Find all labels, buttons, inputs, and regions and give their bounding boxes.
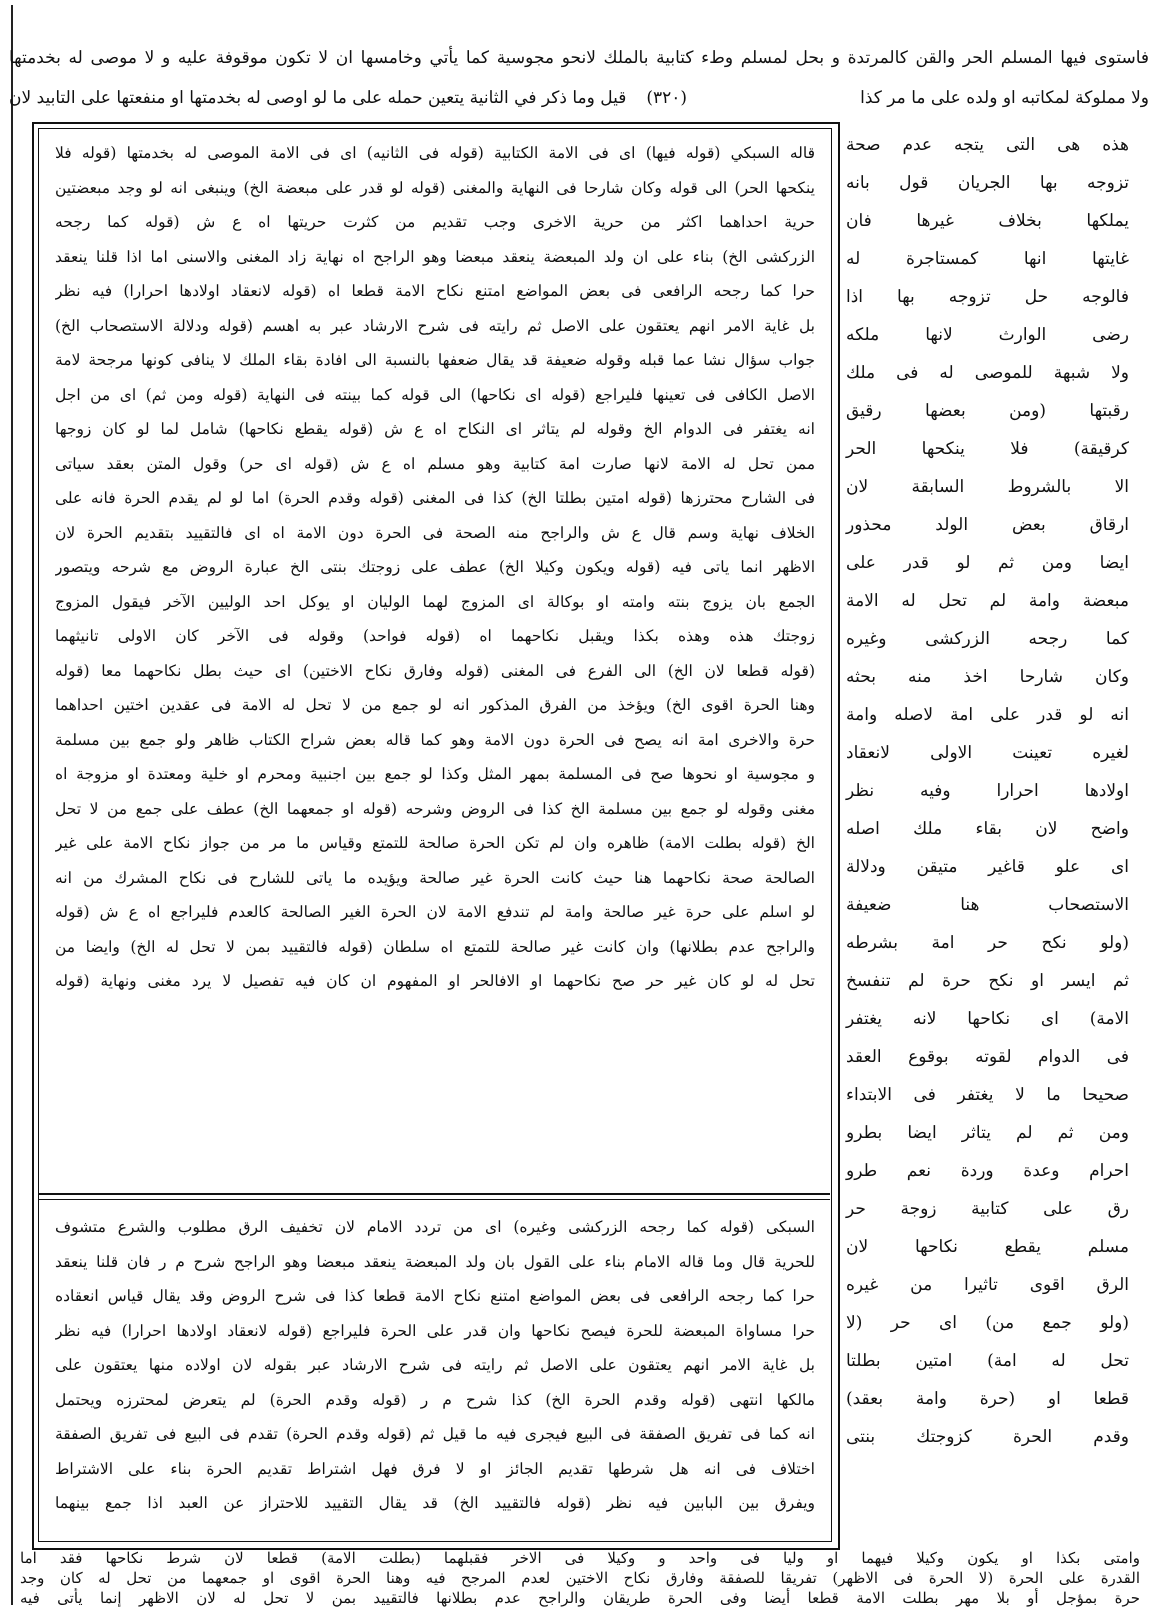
margin-line: الرق اقوى تاثيرا من غيره xyxy=(846,1275,1129,1295)
commentary-line: بل غاية الامر انهم يعتقون على الاصل ثم رايته فى شرح الارشاد عبر بقوله لان اولاده منها يعتقون على xyxy=(55,1356,815,1374)
margin-line: اولادها احرارا وفيه نظر xyxy=(846,781,1129,801)
footer-line: وامتى بكذا او يكون وكيلا فيهما او وليا فى واحد و وكيلا فى الاخر فقبلهما (بطلت الامة) قطعا لان شرط نكاحها فقد اما xyxy=(20,1549,1140,1567)
commentary-line: حرة والاخرى امة انه يصح فى الحرة دون الامة وهو كما قاله بعض شراح الكتاب ظاهر ولو جمع بين مسلمة xyxy=(55,730,815,749)
commentary-line: والراجح عدم بطلانها) وان كانت غير صالحة للتمتع اه سلطان (قوله فالتقييد بمن لا تحل له الخ) وايضا من xyxy=(55,937,815,956)
commentary-line: بل غاية الامر انهم يعتقون على الاصل ثم رايته فى شرح الارشاد عبر به اهسم (قوله ودلالة الاستصحاب الخ) xyxy=(55,316,815,335)
section-divider-thin xyxy=(38,1199,830,1200)
commentary-line: الاظهر انما ياتى فيه (قوله ويكون وكيلا الخ) عطف على زوجتك بنتى الخ عبارة الروض مع شرحه ويتصور xyxy=(55,558,815,576)
margin-line: انه لو قدر على امة لاصله وامة xyxy=(846,705,1129,725)
commentary-line: ممن تحل له الامة لانها صارت امة كتابية وهو مسلم اه ع ش (قوله اى حر) وقول المتن بعقد سياتى xyxy=(55,454,815,473)
margin-line: تزوجه بها الجريان قول بانه xyxy=(846,173,1129,193)
commentary-line: ويفرق بين البابين فيه نظر (قوله فالتقييد الخ) قد يقال التقييد للاحتراز عن العبد اذا جمع بينهما xyxy=(55,1494,815,1512)
margin-line: ارقاق بعض الولد محذور xyxy=(846,515,1129,535)
margin-line: مسلم يقطع نكاحها لان xyxy=(846,1237,1129,1257)
page-number: (۳۲۰) xyxy=(646,88,687,108)
header-line-2-right: ولا مملوكة لمكاتبه او ولده على ما مر كذا xyxy=(860,88,1149,108)
margin-line: اى علو قاغير متيقن ودلالة xyxy=(846,857,1129,877)
margin-line: الاستصحاب هنا ضعيفة xyxy=(846,895,1129,915)
commentary-line: الاصل الكافى فى تعينها فليراجع (قوله اى نكاحها) الى قوله كما بينته فى النهاية (قوله ومن ثم) اى من اجل xyxy=(55,385,815,404)
margin-line: كما رجحه الزركشى وغيره xyxy=(846,629,1129,649)
commentary-lower xyxy=(55,1210,815,1521)
margin-line: فالوجه حل تزوجه بها اذا xyxy=(846,287,1129,307)
commentary-line: زوجتك هذه وهذه بكذا ويقبل نكاحهما اه (قوله فواحد) وقوله فى الآخر كان الاولى تانيثهما xyxy=(55,627,815,645)
margin-line: لغيره تعينت الاولى لانعقاد xyxy=(846,743,1129,763)
commentary-line: و مجوسية او نحوها صح فى المسلمة بمهر المثل وكذا لو جمع بين اجنبية ومحرم او خلية ومعتدة او مزوجة اه xyxy=(55,765,815,783)
margin-line: غايتها انها كمستاجرة له xyxy=(846,249,1129,269)
commentary-line: حرا كما رجحه الرافعى فى بعض المواضع امتنع نكاح الامة قطعا اه (قوله لانعقاد اولادها احرارا) فيه نظر xyxy=(55,282,815,300)
margin-line: وقدم الحرة كزوجتك بنتى xyxy=(846,1427,1129,1447)
margin-line: مبعضة وامة لم تحل له الامة xyxy=(846,591,1129,611)
commentary-line: فى الشارح محترزها (قوله امتين بطلتا الخ) كذا فى المغنى (قوله وقدم الحرة) اما لو لم يقدم الحرة فانه على xyxy=(55,489,815,507)
margin-line: (ولو نكح حر امة بشرطه xyxy=(846,933,1129,953)
header-line-2-left: قيل وما ذكر في الثانية يتعين حمله على ما لو اوصى له بخدمتها او منفعتها على التابيد لان xyxy=(9,88,627,108)
margin-line: رقبتها (ومن بعضها رقيق xyxy=(846,401,1129,421)
commentary-upper xyxy=(55,136,815,999)
footer-line: القدرة على الحرة (لا الحرة فى الاظهر) تفريقا للصفقة وفارق نكاح الاختين لعدم المرجح فيه وهنا الحرة اقوى او جمعهما من تحل له كان وجد xyxy=(20,1569,1140,1587)
commentary-line: حرا مساواة المبعضة للحرة فيصح نكاحها وان قدر على الحرة فليراجع (قوله لانعقاد اولادها احرارا) فيه نظر xyxy=(55,1321,815,1340)
margin-line: احرام وعدة وردة نعم طرو xyxy=(846,1161,1129,1181)
margin-main-text xyxy=(838,126,1143,1456)
commentary-line: للحرية قال وما قاله الامام بناء على القول بان ولد المبعضة ينعقد مبعضا وهو الراجح شرح م ر فان قلنا ينعقد xyxy=(55,1252,815,1271)
margin-line: ولا شبهة للموصى له فى ملك xyxy=(846,363,1129,383)
section-divider xyxy=(38,1193,830,1195)
commentary-line: مالكها انتهى (قوله وقدم الحرة الخ) كذا شرح م ر (قوله وقدم الحرة) لم يتعرض لمحترزه ويحتمل xyxy=(55,1390,815,1409)
commentary-line: حرا كما رجحه الرافعى فى بعض المواضع امتنع نكاح الامة قطعا كذا فى شرح الروض وقد يقال قياس انعقاده xyxy=(55,1287,815,1305)
commentary-line: اختلاف فى انه هل شرطها تقديم الجائز او لا فرق فهل اشتراط تقديم الحرة بناء على الاشتراط xyxy=(55,1459,815,1478)
commentary-line: الخ (قوله بطلت الامة) ظاهره وان لم تكن الحرة صالحة للتمتع وقياس ما مر من جواز نكاح الامة على غير xyxy=(55,834,815,852)
commentary-line: السبكى (قوله كما رجحه الزركشى وغيره) اى من تردد الامام لان تخفيف الرق مطلوب والشرع متشوف xyxy=(55,1218,815,1236)
commentary-line: انه كما فى تفريق الصفقة فى البيع فيجرى فيه ما قيل ثم (قوله وقدم الحرة) تقدم فى البيع فى تفريق الصفقة xyxy=(55,1425,815,1443)
margin-line: واضح لان بقاء ملك اصله xyxy=(846,819,1129,839)
commentary-line: وهنا الحرة اقوى الخ) ويؤخذ من الفرق المذكور انه لو جمع من لا تحل له الامة فى عقدين اختين احداهما xyxy=(55,696,815,714)
margin-line: ثم ايسر او نكح حرة لم تنفسخ xyxy=(846,971,1129,991)
margin-line: صحيحا ما لا يغتفر فى الابتداء xyxy=(846,1085,1129,1105)
commentary-line: الجمع بان يزوج بنته وامته او بوكالة اى المزوج لهما الوليان او يوكل احد الوليين الآخر فيقول المزوج xyxy=(55,592,815,611)
commentary-line: تحل له لو كان غير حر صح نكاحهما او الافالحر او المفهوم ان كان فيه تفصيل لا يرد مغنى ونهاية (قوله xyxy=(55,972,815,990)
commentary-line: جواب سؤال نشا عما قبله وقوله ضعيفة قد يقال ضعفها بالنسبة الى افادة بقاء الملك لا ينافى كونها مرجحة لامة xyxy=(55,351,815,369)
margin-line: رق على كتابية زوجة حر xyxy=(846,1199,1129,1219)
margin-line: يملكها بخلاف غيرها فان xyxy=(846,211,1129,231)
commentary-line: حرية احداهما اكثر من حرية الاخرى وجب تقديم من كثرت حريتها اه ع ش (قوله كما رجحه xyxy=(55,213,815,231)
margin-line: تحل له امة) امتين بطلتا xyxy=(846,1351,1129,1371)
commentary-line: لو اسلم على حرة غير صالحة وامة لم تندفع الامة لان الحرة الغير الصالحة كالعدم فليراجع اه ع ش (قوله xyxy=(55,903,815,921)
commentary-line: قاله السبكي (قوله فيها) اى فى الامة الكتابية (قوله فى الثانيه) اى فى الامة الموصى له بخدمتها (قوله فلا xyxy=(55,144,815,162)
footer-line: حرة بمؤجل أو بلا مهر بطلت الامة قطعا أيضا وفى الحرة طريقان والراجح عدم بطلانها فالتقييد بمن لا تحل له لان الاظهر إنما يأتى فيه xyxy=(20,1589,1140,1607)
commentary-line: الصالحة صحة نكاحهما هنا حيث كانت الحرة غير صالحة ويؤيده ما ياتى للشارح فى نكاح المشرك من انه xyxy=(55,868,815,887)
margin-line: رضى الوارث لانها ملكه xyxy=(846,325,1129,345)
margin-line: فى الدوام لقوته بوقوع العقد xyxy=(846,1047,1129,1067)
margin-line: الا بالشروط السابقة لان xyxy=(846,477,1129,497)
header-line-2 xyxy=(9,84,1149,112)
page-left-rule xyxy=(11,5,13,1605)
margin-line: الامة) اى نكاحها لانه يغتفر xyxy=(846,1009,1129,1029)
commentary-line: مغنى وقوله لو جمع بين مسلمة الخ كذا فى الروض وشرحه (قوله او جمعهما الخ) عطف على جمع من لا تحل xyxy=(55,799,815,818)
margin-line: ايضا ومن ثم لو قدر على xyxy=(846,553,1129,573)
margin-line: هذه هى التى يتجه عدم صحة xyxy=(846,135,1129,155)
margin-line: كرقيقة) فلا ينكحها الحر xyxy=(846,439,1129,459)
footer-main-text xyxy=(20,1548,1140,1588)
footer-main-text-overflow xyxy=(20,1588,1140,1608)
margin-line: ومن ثم لم يتاثر ايضا بطرو xyxy=(846,1123,1129,1143)
header-line-1: فاستوى فيها المسلم الحر والقن كالمرتدة و بحل لمسلم وطء كتابية بالملك لانحو مجوسية كما يأتي وخامسها ان لا تكون موقوفة عليه و لا موصى له بخدمتها xyxy=(9,48,1149,68)
commentary-line: الزركشى الخ) بناء على ان ولد المبعضة ينعقد مبعضا وهو الراجح اه نهاية زاد المغنى والاسنى اما اذا قلنا ينعقد xyxy=(55,247,815,266)
margin-line: (ولو جمع من) اى حر (لا xyxy=(846,1313,1129,1333)
margin-line: وكان شارحا اخذ منه بحثه xyxy=(846,667,1129,687)
commentary-line: ينكحها الحر) الى قوله وكان شارحا فى النهاية والمغنى (قوله لو قدر على مبعضة الخ) وينبغى انه لو وجد مبعضتين xyxy=(55,178,815,197)
commentary-line: انه يغتفر فى الدوام الخ وقوله لم يتاثر اى النكاح اه ع ش (قوله يقطع نكاحها) شامل لما لو كان زوجها xyxy=(55,420,815,438)
margin-line: قطعا او (حرة وامة بعقد) xyxy=(846,1389,1129,1409)
commentary-line: (قوله قطعا لان الخ) الى الفرع فى المغنى (قوله وفارق نكاح الاختين) اى حيث بطل نكاحهما معا (قوله xyxy=(55,661,815,680)
commentary-line: الخلاف نهاية وسم قال ع ش والراجح منه الصحة فى الحرة دون الامة اه اى فالتقييد بتقديم الحرة لان xyxy=(55,523,815,542)
